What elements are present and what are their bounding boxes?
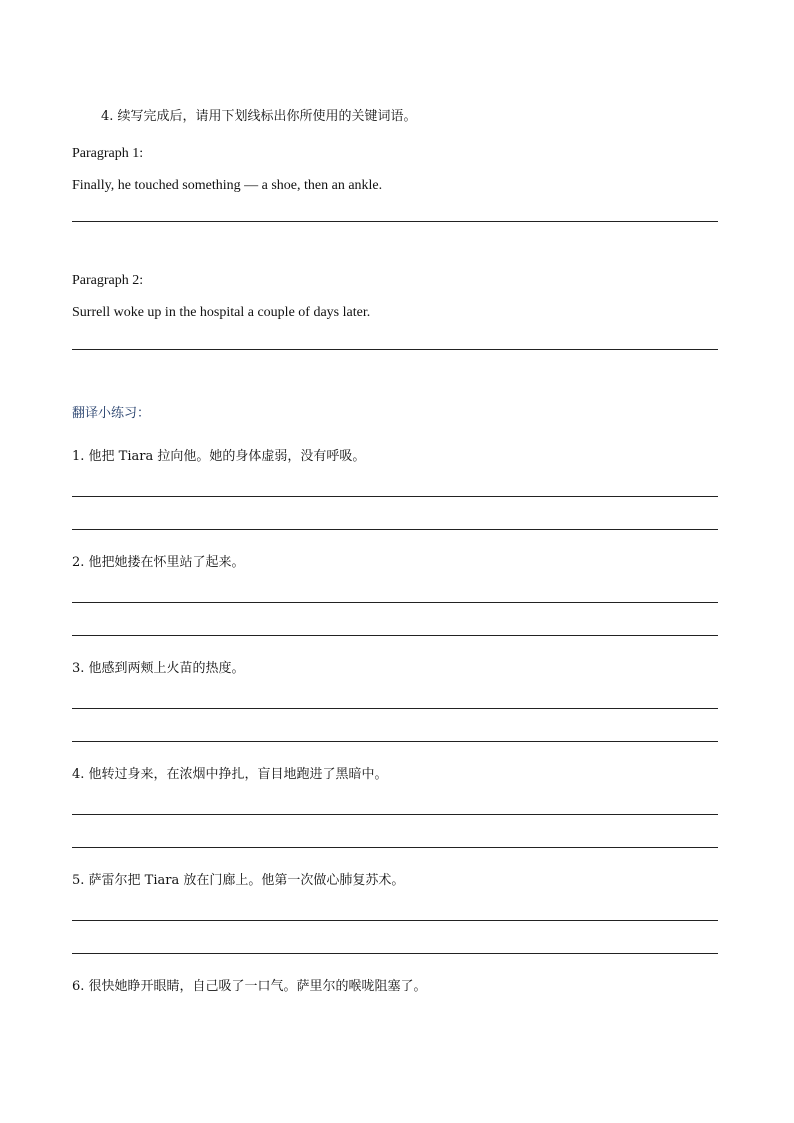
translation-3-answer-line-2 (72, 741, 718, 742)
translation-3-answer-line-1 (72, 708, 718, 709)
translation-item-4: 4. 他转过身来，在浓烟中挣扎，盲目地跑进了黑暗中。 (72, 767, 388, 782)
translation-item-1: 1. 他把 Tiara 拉向他。她的身体虚弱，没有呼吸。 (72, 449, 366, 464)
translation-2-answer-line-2 (72, 635, 718, 636)
paragraph-1-writing-line (72, 221, 718, 222)
translation-item-5: 5. 萨雷尔把 Tiara 放在门廊上。他第一次做心肺复苏术。 (72, 873, 405, 888)
instruction-4: 4. 续写完成后，请用下划线标出你所使用的关键词语。 (101, 109, 417, 124)
paragraph-1-label: Paragraph 1: (72, 146, 144, 161)
translation-1-answer-line-1 (72, 496, 718, 497)
translation-heading: 翻译小练习： (72, 406, 151, 421)
paragraph-2-label: Paragraph 2: (72, 273, 144, 288)
translation-item-3: 3. 他感到两颊上火苗的热度。 (72, 661, 245, 676)
translation-5-answer-line-2 (72, 953, 718, 954)
paragraph-1-opening: Finally, he touched something — a shoe, then an ankle. (72, 178, 383, 193)
translation-4-answer-line-2 (72, 847, 718, 848)
paragraph-2-writing-line (72, 349, 718, 350)
translation-4-answer-line-1 (72, 814, 718, 815)
paragraph-2-opening: Surrell woke up in the hospital a couple of days later. (72, 305, 371, 320)
translation-5-answer-line-1 (72, 920, 718, 921)
translation-2-answer-line-1 (72, 602, 718, 603)
translation-item-2: 2. 他把她搂在怀里站了起来。 (72, 555, 245, 570)
translation-1-answer-line-2 (72, 529, 718, 530)
translation-item-6: 6. 很快她睁开眼睛，自己吸了一口气。萨里尔的喉咙阻塞了。 (72, 979, 427, 994)
